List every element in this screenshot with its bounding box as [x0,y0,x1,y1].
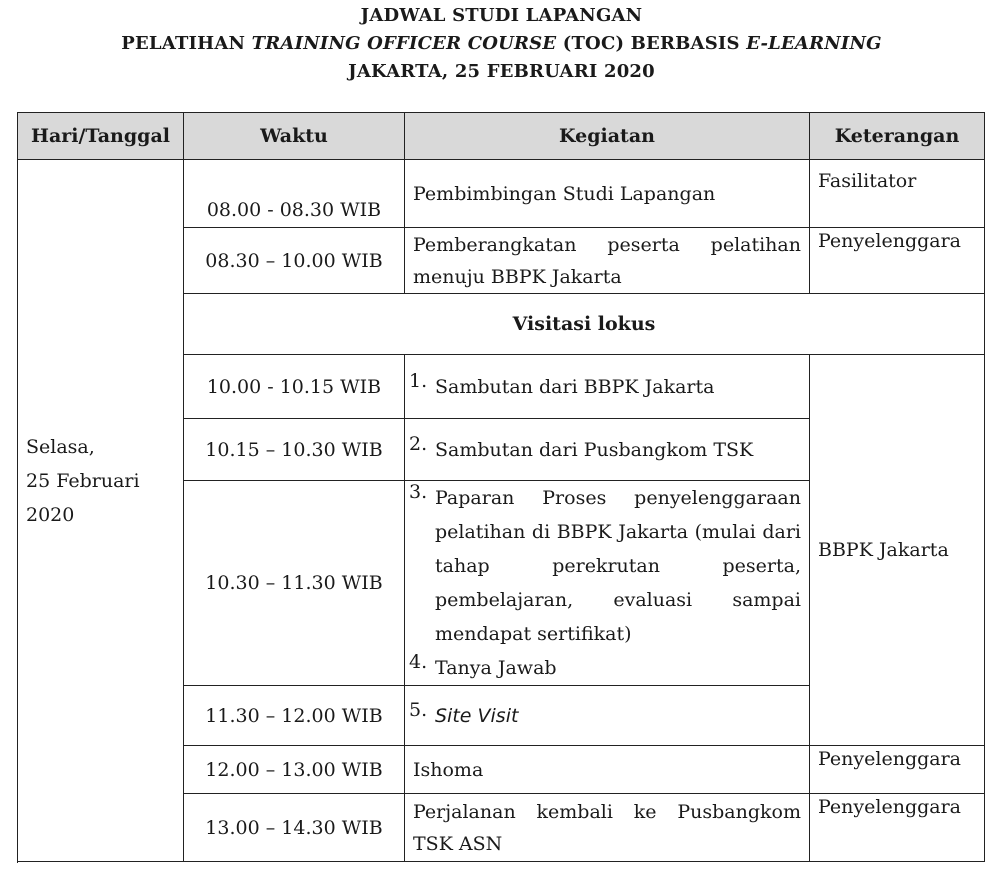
table-row [18,160,985,228]
kegiatan-cell: Pemberangkatan peserta pelatihan menuju BBPK Jakarta [405,228,810,294]
col-header-waktu: Waktu [184,113,405,160]
col-header-keterangan: Keterangan [810,113,985,160]
list-number: 2. [409,432,428,455]
list-text: Site Visit [435,704,519,727]
kegiatan-cell [405,419,810,481]
day-line-3: 2020 [26,503,75,526]
waktu-cell: 10.00 - 10.15 WIB [184,355,405,419]
waktu-cell: 11.30 – 12.00 WIB [184,686,405,746]
schedule-table [17,112,985,862]
waktu-cell: 08.00 - 08.30 WIB [184,160,405,228]
list-text: Paparan Proses penyelenggaraan pelatihan di BBPK Jakarta (mulai dari tahap perekrutan peserta, pembelajaran, evaluasi sampai mendapat sertifikat) [435,487,801,645]
waktu-cell: 12.00 – 13.00 WIB [184,746,405,794]
col-header-kegiatan: Kegiatan [405,113,810,160]
doc-title: JADWAL STUDI LAPANGAN [360,5,643,26]
day-cell [18,160,184,862]
waktu-cell: 10.30 – 11.30 WIB [184,481,405,686]
kegiatan-cell: Perjalanan kembali ke Pusbangkom TSK ASN [405,794,810,862]
keterangan-cell: Penyelenggara [810,794,985,862]
list-item [409,370,801,404]
list-number: 5. [409,698,428,721]
waktu-cell: 10.15 – 10.30 WIB [184,419,405,481]
kegiatan-cell [405,686,810,746]
list-item [409,651,801,685]
day-line-2: 25 Februari [26,469,140,492]
list-item [409,433,801,467]
day-line-1: Selasa, [26,435,95,458]
col-header-hari: Hari/Tanggal [18,113,184,160]
list-number: 3. [409,481,428,503]
list-number: 1. [409,369,428,392]
kegiatan-cell: Ishoma [405,746,810,794]
list-text: Sambutan dari BBPK Jakarta [435,375,715,398]
section-label: Visitasi lokus [184,294,985,355]
subtitle-italic-2: E-LEARNING [746,33,882,54]
list-item [409,699,801,733]
list-number: 4. [409,651,428,673]
doc-subtitle [0,30,1003,58]
waktu-cell: 08.30 – 10.00 WIB [184,228,405,294]
kegiatan-cell: Pembimbingan Studi Lapangan [405,160,810,228]
doc-place-date: JAKARTA, 25 FEBRUARI 2020 [348,61,655,82]
subtitle-pre: PELATIHAN [121,33,252,54]
list-text: Sambutan dari Pusbangkom TSK [435,438,754,461]
keterangan-cell: Fasilitator [810,160,985,228]
waktu-cell: 13.00 – 14.30 WIB [184,794,405,862]
list-text: Tanya Jawab [435,657,557,679]
keterangan-cell: Penyelenggara [810,228,985,294]
subtitle-mid: (TOC) BERBASIS [556,33,747,54]
keterangan-merged-cell: BBPK Jakarta [810,355,985,746]
list-item [409,481,801,651]
kegiatan-cell [405,355,810,419]
header-row [18,113,985,160]
keterangan-cell: Penyelenggara [810,746,985,794]
kegiatan-cell [405,481,810,686]
subtitle-italic: TRAINING OFFICER COURSE [251,33,557,54]
